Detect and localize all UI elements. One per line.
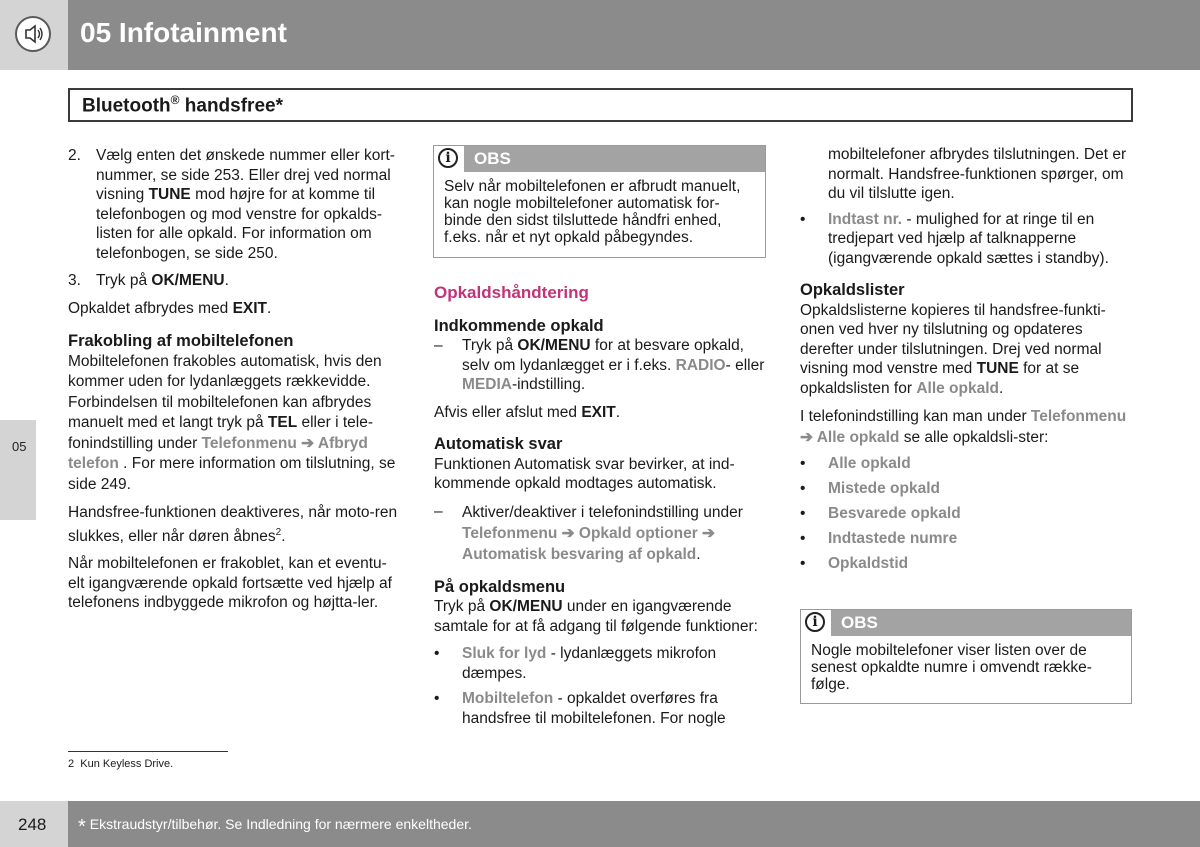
obs-note-1 <box>433 145 766 258</box>
list-item: • Besvarede opkald <box>800 505 961 522</box>
column-2 <box>434 283 766 728</box>
naar-paragraph: Når mobiltelefonen er frakoblet, kan et eventu-elt igangværende opkald fortsætte ved hjælp af telefonens indbyggede mikrofon og højtta-ler. <box>68 555 392 612</box>
obs-header <box>434 146 765 172</box>
opkaldslister-heading: Opkaldslister <box>800 281 905 299</box>
list-item-sluk-for-lyd: • Sluk for lyd - lydanlæggets mikrofon dæmpes. <box>434 645 717 682</box>
column-1 <box>68 146 400 613</box>
telefonindstilling-paragraph: I telefonindstilling kan man under Telefonmenu ➔ Alle opkald se alle opkaldsli-ster: <box>800 408 1127 446</box>
page-number: 248 <box>18 815 47 834</box>
obs-note-2 <box>800 609 1132 704</box>
speaker-icon <box>15 16 51 52</box>
exit-paragraph: Opkaldet afbrydes med EXIT. <box>68 299 272 317</box>
footer-note: * Ekstraudstyr/tilbehør. Se Indledning for nærmere enkeltheder. <box>78 816 472 838</box>
indkommende-heading: Indkommende opkald <box>434 316 604 335</box>
obs-header <box>801 610 1131 636</box>
continued-paragraph: mobiltelefoner afbrydes tilslutningen. Det er normalt. Handsfree-funktionen spørger, om du vil tilslutte igen. <box>828 146 1127 202</box>
chapter-icon-box <box>0 0 68 70</box>
aktiver-step: – Aktiver/deaktiver i telefonindstilling under Telefonmenu ➔ Opkald optioner ➔ Automatisk besvaring af opkald. <box>434 502 743 563</box>
chapter-title: 05 Infotainment <box>80 17 287 48</box>
footer-bar <box>68 801 1200 847</box>
paa-opkaldsmenu-paragraph: Tryk på OK/MENU under en igangværende samtale for at få adgang til følgende funktioner: <box>434 598 758 635</box>
opkaldslister-paragraph: Opkaldslisterne kopieres til handsfree-funkti-onen ved hver ny tilslutning og opdateres derefter under tilslutningen. Drej ved normal visning mod venstre med TUNE for at se opkaldslisten for Alle opkald. <box>800 301 1106 397</box>
obs-label: OBS <box>841 613 878 632</box>
afvis-paragraph: Afvis eller afslut med EXIT. <box>434 403 621 421</box>
side-chapter-tab <box>0 420 36 520</box>
indkommende-step: – Tryk på OK/MENU for at besvare opkald, selv om lydanlægget er i f.eks. RADIO- eller MEDIA-indstilling. <box>434 337 765 393</box>
handsfree-paragraph: Handsfree-funktionen deaktiveres, når moto-ren slukkes, eller når døren åbnes$^2$. <box>68 504 398 545</box>
list-item: • Opkaldstid <box>800 555 909 572</box>
list-item: • Indtastede numre <box>800 530 958 547</box>
frakobling-paragraph: Mobiltelefonen frakobles automatisk, hvis den kommer uden for lydanlæggets rækkevidde. Forbindelsen til mobiltelefonen kan afbrydes manuelt med et langt tryk på TEL eller i tele-fonindstilling under Telefonmenu ➔ Afbryd telefon . For mere information om tilslutning, se side 249. <box>68 352 396 493</box>
obs-text: Selv når mobiltelefonen er afbrudt manuelt, kan nogle mobiltelefoner automatisk for-binde den sidst tilsluttede håndfri enhed, f.eks. når et nyt opkald påbegyndes. <box>444 178 741 246</box>
list-item: • Mistede opkald <box>800 480 940 497</box>
obs-label: OBS <box>474 149 511 168</box>
section-header <box>68 88 1133 122</box>
footnote: 2 Kun Keyless Drive. <box>68 758 174 770</box>
automatisk-svar-paragraph: Funktionen Automatisk svar bevirker, at ind-kommende opkald modtages automatisk. <box>434 455 735 492</box>
info-icon: i <box>438 148 458 168</box>
section-title: Bluetooth® handsfree* <box>82 93 283 117</box>
side-tab-label: 05 <box>12 439 27 454</box>
list-item-indtast-nr: • Indtast nr. - mulighed for at ringe til en tredjepart ved hjælp af talknapperne (igangværende opkald sættes i standby). <box>800 210 1109 267</box>
frakobling-heading: Frakobling af mobiltelefonen <box>68 332 294 350</box>
page-number-box <box>0 801 68 847</box>
obs-text: Nogle mobiltelefoner viser listen over de senest opkaldte numre i omvendt række-følge. <box>811 642 1092 693</box>
list-item: • Alle opkald <box>800 455 911 472</box>
info-icon: i <box>805 612 825 632</box>
paa-opkaldsmenu-heading: På opkaldsmenu <box>434 577 566 596</box>
opkaldsliste-list <box>800 454 1132 579</box>
column-3 <box>800 145 1132 579</box>
section-heading-opkaldshaandtering: Opkaldshåndtering <box>434 283 589 302</box>
step-3: 3. Tryk på OK/MENU. <box>68 272 229 289</box>
automatisk-svar-heading: Automatisk svar <box>434 435 563 453</box>
footnote-rule <box>68 751 228 752</box>
step-2: 2. Vælg enten det ønskede nummer eller kort-nummer, se side 253. Eller drej ved normal visning TUNE mod højre for at komme til telefonbogen og mod venstre for opkalds-listen for alle opkald. For information om telefonbogen, se side 250. <box>68 147 395 262</box>
list-item-mobiltelefon: • Mobiltelefon - opkaldet overføres fra handsfree til mobiltelefonen. For nogle <box>434 690 726 727</box>
